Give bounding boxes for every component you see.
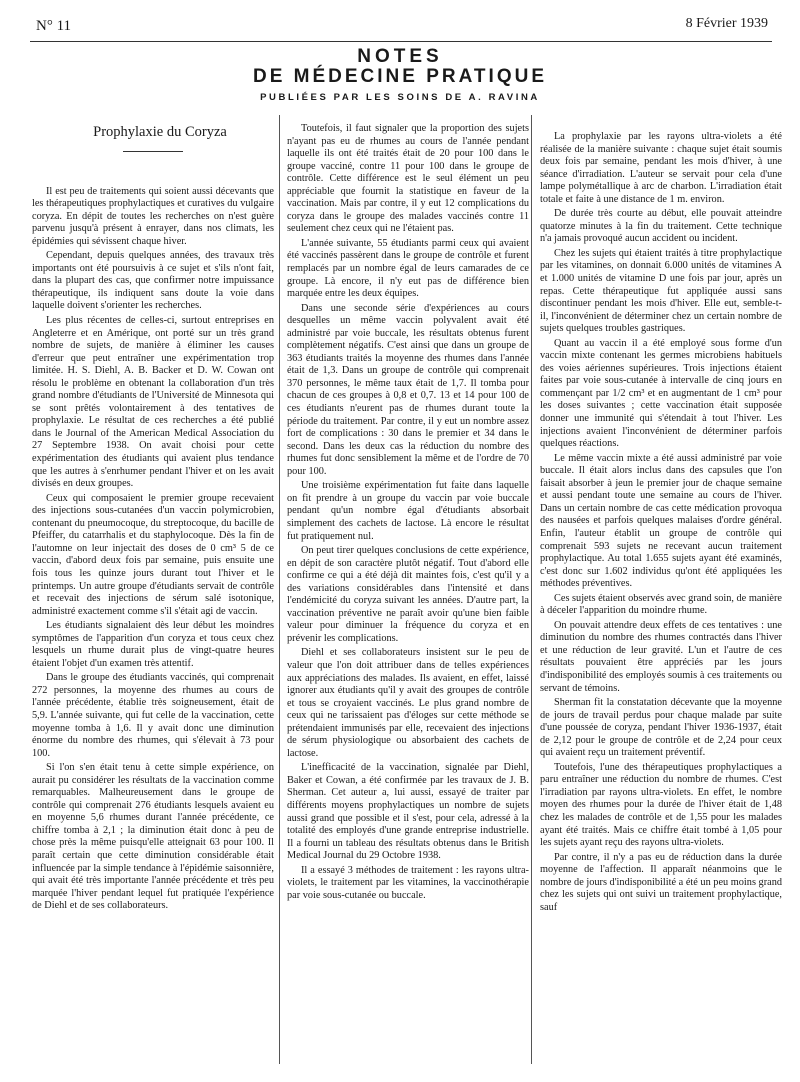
title-rule [123,151,183,152]
journal-title-line1: NOTES [357,46,443,67]
issue-date: 8 Février 1939 [685,16,768,31]
column-3 [540,131,782,916]
column-divider [531,115,532,1064]
paragraph: Une troisième expérimentation fut faite dans laquelle on fit prendre à un groupe du vaccin par voie buccale pendant qu'un nombre égal d'étudiants absorbait simplement des cachets de lactose. Là encore le résultat fut pratiquement nul. [287,480,529,542]
paragraph: L'année suivante, 55 étudiants parmi ceux qui avaient été vaccinés passèrent dans le groupe de contrôle et furent remplacés par un nombre égal de leurs camarades de ce groupe. Là encore, il n'y eut pas de différence bien marquée entre les deux équipes. [287,237,529,300]
column-2 [287,123,529,904]
paragraph: Quant au vaccin il a été employé sous forme d'un vaccin mixte contenant les germes microbiens habituels des voies aériennes supérieures. Trois injections étaient faites par voie sous-cutanée à intervalle de cinq jours en commençant par 1/2 cm³ et en augmentant de 1 cm³ pour les doses suivantes ; cette vaccination était supposée donner une immunité qui s'étendait à tout l'hiver. Les injections avaient l'inconvénient de déterminer parfois quelques réactions. [540,337,782,450]
paragraph: Ceux qui composaient le premier groupe recevaient des injections sous-cutanées d'un vaccin polymicrobien, contenant du pneumocoque, du streptocoque, du bacille de Pfeiffer, du catarrhalis et du staphylocoque. Dès la fin de l'automne on leur injectait des doses de 0 cm³ 5 de ce vaccin, d'abord deux fois par semaine, puis ensuite une fois tous les quinze jours durant tout l'hiver et le printemps. Un autre groupe d'étudiants servait de contrôle et recevait des injections de sérum salé isotonique, administré exactement comme s'il s'était agi de vaccin. [32,492,274,617]
paragraph: On peut tirer quelques conclusions de cette expérience, en dépit de son caractère plutôt négatif. Tout d'abord elle confirme ce qui a été déjà dit maintes fois, c'est qu'il y a des variations considérables dans l'intensité et dans l'endémicité du coryza suivant les années. D'autre part, la vaccination préventive ne paraît avoir qu'une bien faible valeur pour diminuer la fréquence du coryza et en prévenir les complications. [287,545,529,644]
column-divider [279,115,280,1064]
paragraph: Ces sujets étaient observés avec grand soin, de manière à déceler l'apparition du moindre rhume. [540,592,782,617]
paragraph: Si l'on s'en était tenu à cette simple expérience, on aurait pu considérer les résultats de la vaccination comme remarquables. Malheureusement dans le groupe de contrôle qui comprenait 276 étudiants lesquels avaient eu en moyenne 5,6 rhumes durant l'année précédente, ce chiffre tomba à 2,1 ; la diminution était donc à peu de chose près la même puisqu'elle atteignait 63 pour 100. Il paraît certain que cette diminution considérable était influencée par la simple tendance à l'épidémie saisonnière, qui avait été très importante l'année précédente et très peu marquée l'hiver pendant lequel fut pratiquée l'expérience de Diehl et de ses collaborateurs. [32,762,274,912]
paragraph: Les plus récentes de celles-ci, surtout entreprises en Angleterre et en Amérique, ont porté sur un très grand nombre de sujets, de manière à éliminer les causes d'erreur que peut entraîner une expérimentation trop limitée. H. S. Diehl, A. B. Backer et D. W. Cowan ont résolu le problème en obtenant la collaboration d'un très grand nombre d'étudiants de l'Université de Minnesota qui se sont prêtés volontairement à des tentatives de prophylaxie. Le résultat de ces recherches a été publié dans le Journal of the American Medical Association du 27 Septembre 1938. On avait choisi pour cette expérimentation des étudiants qui avaient plus tendance que les autres à s'enrhumer pendant l'hiver et on les avait divisés en deux groupes. [32,315,274,490]
paragraph: De durée très courte au début, elle pouvait atteindre quatorze minutes à la fin du traitement. Cette technique n'a jamais provoqué aucun accident ou incident. [540,208,782,245]
column-1 [32,126,274,915]
paragraph: Diehl et ses collaborateurs insistent sur le peu de valeur que l'on doit attribuer dans de telles expériences aux appréciations des malades. Ils avaient, en effet, laissé ignorer aux étudiants qu'il y avait des groupes de contrôle et tous se croyaient vaccinés. Le plus grand nombre de ceux qui ne tarissaient pas d'éloges sur cette méthode se prétendaient immunisés par elle, recevaient des injections de sérum physiologique ou absorbaient des cachets de lactose. [287,647,529,759]
paragraph: Dans une seconde série d'expériences au cours desquelles un même vaccin polyvalent avait été administré par voie buccale, les résultats obtenus furent complètement négatifs. C'est ainsi que dans un groupe de 363 étudiants traités la moyenne des rhumes dans l'année était de 1,3. Dans un groupe de contrôle qui comprenait 370 personnes, le même taux était de 1,7. Il tomba pour chacun de ces groupes à 0,8 et 0,7. 13 et 14 pour 100 de ces étudiants n'eurent pas de rhumes durant toute la période du traitement. Par contre, il y eut un nombre assez fort de complications : 30 dans le premier et 34 dans le second. Dans les deux cas la réduction du nombre des rhumes fut donc sensiblement la même et de l'ordre de 70 pour 100. [287,302,529,477]
paragraph: Sherman fit la constatation décevante que la moyenne de jours de travail perdus pour chaque malade par suite d'une poussée de coryza, pendant l'hiver 1936-1937, était de 2,12 pour le groupe de contrôle et de 2,24 pour ceux qui avaient reçu un traitement préventif. [540,697,782,759]
paragraph: Le même vaccin mixte a été aussi administré par voie buccale. Il était alors inclus dans des capsules que l'on faisait absorber à jeun le premier jour de chaque semaine et aussi pendant toute une semaine au cours de l'hiver. Dans un certain nombre de cas cette médication provoqua des nausées et parfois quelques malaises d'ordre général. Enfin, l'auteur établit un groupe de contrôle qui comprenait 593 sujets ne recevant aucun traitement prophylactique. Au total 1.655 sujets ayant été examinés, c'est donc sur 1.602 individus qu'ont été appliquées les méthodes préventives. [540,452,782,590]
paragraph: Les étudiants signalaient dès leur début les moindres symptômes de l'apparition d'un coryza et tous ceux chez lesquels un rhume durait plus de vingt-quatre heures étaient l'objet d'un examen très attentif. [32,620,274,669]
journal-title-line2: DE MÉDECINE PRATIQUE [252,66,547,87]
paragraph: L'inefficacité de la vaccination, signalée par Diehl, Baker et Cowan, a été confirmée par les travaux de J. B. Sherman. Cet auteur a, lui aussi, essayé de traiter par différents moyens prophylactiques un nombre de sujets aussi grand que possible et il s'est, pour cela, adressé à la totalité des employés d'une grande entreprise industrielle. Il a fourni un tableau des résultats obtenus dans le British Medical Journal du 29 Octobre 1938. [287,762,529,862]
header-rule [30,41,772,42]
paragraph: Il est peu de traitements qui soient aussi décevants que les thérapeutiques prophylactiques et curatives du vulgaire coryza. En dépit de toutes les recherches on n'est guère parvenu jusqu'à présent à enrayer, dans nos climats, les épidémies qui sévissent chaque hiver. [32,185,274,247]
paragraph: Cependant, depuis quelques années, des travaux très importants ont été poursuivis à ce sujet et s'ils n'ont fait, dans la plupart des cas, que confirmer notre impuissance thérapeutique, ils indiquent sans doute la voie dans laquelle doivent s'orienter les recherches. [32,250,274,312]
paragraph: Toutefois, il faut signaler que la proportion des sujets n'ayant pas eu de rhumes au cours de l'année pendant laquelle ils ont été traités était de 20 pour 100 dans le groupe vacciné, contre 11 pour 100 dans le groupe de contrôle. Cette différence est le seul élément un peu appréciable que fournit la statistique en faveur de la vaccination. Mais par contre, il y eut 12 complications du coryza dans le groupe des malades vaccinés contre 11 seulement chez ceux qui ne l'étaient pas. [287,123,529,235]
paragraph: Par contre, il n'y a pas eu de réduction dans la durée moyenne de l'affection. Il apparaît néanmoins que le nombre de jours d'indisponibilité a été un peu moins grand chez les sujets qui ont suivi un traitement prophylactique, sauf [540,851,782,913]
paragraph: La prophylaxie par les rayons ultra-violets a été réalisée de la manière suivante : chaque sujet était soumis deux fois par semaine, pendant les mois d'hiver, à une séance d'irradiation. L'auteur se servait pour cela d'une lampe polymétallique à arc de charbon. L'irradiation était totale et faite à une distance de 1 m. environ. [540,131,782,205]
paragraph: On pouvait attendre deux effets de ces tentatives : une diminution du nombre des rhumes contractés dans l'hiver et une réduction de leur gravité. L'un et l'autre de ces résultats pouvaient être appréciés par les jours d'indisponibilité des employés soumis à ces traitements ou servant de témoins. [540,619,782,694]
page-number: N° 11 [36,18,72,34]
article-title: Prophylaxie du Coryza [93,124,227,140]
paragraph: Chez les sujets qui étaient traités à titre prophylactique par les vitamines, on donnait 6.000 unités de vitamines A et 1.000 unités de vitamine D une fois par jour, après un repas. Cette thérapeutique fut appliquée aussi sans discontinuer pendant les mois d'hiver. Elle eut, semble-t-il, l'inconvénient de déterminer chez un certain nombre de sujets quelques troubles gastriques. [540,247,782,335]
journal-subtitle: PUBLIÉES PAR LES SOINS DE A. RAVINA [260,92,540,103]
paragraph: Toutefois, l'une des thérapeutiques prophylactiques a paru entraîner une réduction du nombre de rhumes. C'est l'irradiation par rayons ultra-violets. En effet, le nombre moyen des rhumes pour la durée de l'hiver était de 1,48 chez les malades de contrôle et de 1,55 pour les malades ayant été traités. Mais ce chiffre était tombé à 1,05 pour les sujets ayant reçu des rayons ultra-violets. [540,761,782,849]
paragraph: Dans le groupe des étudiants vaccinés, qui comprenait 272 personnes, la moyenne des rhumes au cours de l'année précédente, établie très soigneusement, était de 5,9. L'année suivante, qui fut celle de la vaccination, cette moyenne tomba à 1,6. Il y avait donc une diminution énorme du nombre des rhumes, qui s'élevait à 73 pour 100. [32,672,274,759]
paragraph: Il a essayé 3 méthodes de traitement : les rayons ultra-violets, le traitement par les vitamines, la vaccinothérapie par voie sous-cutanée ou buccale. [287,864,529,901]
